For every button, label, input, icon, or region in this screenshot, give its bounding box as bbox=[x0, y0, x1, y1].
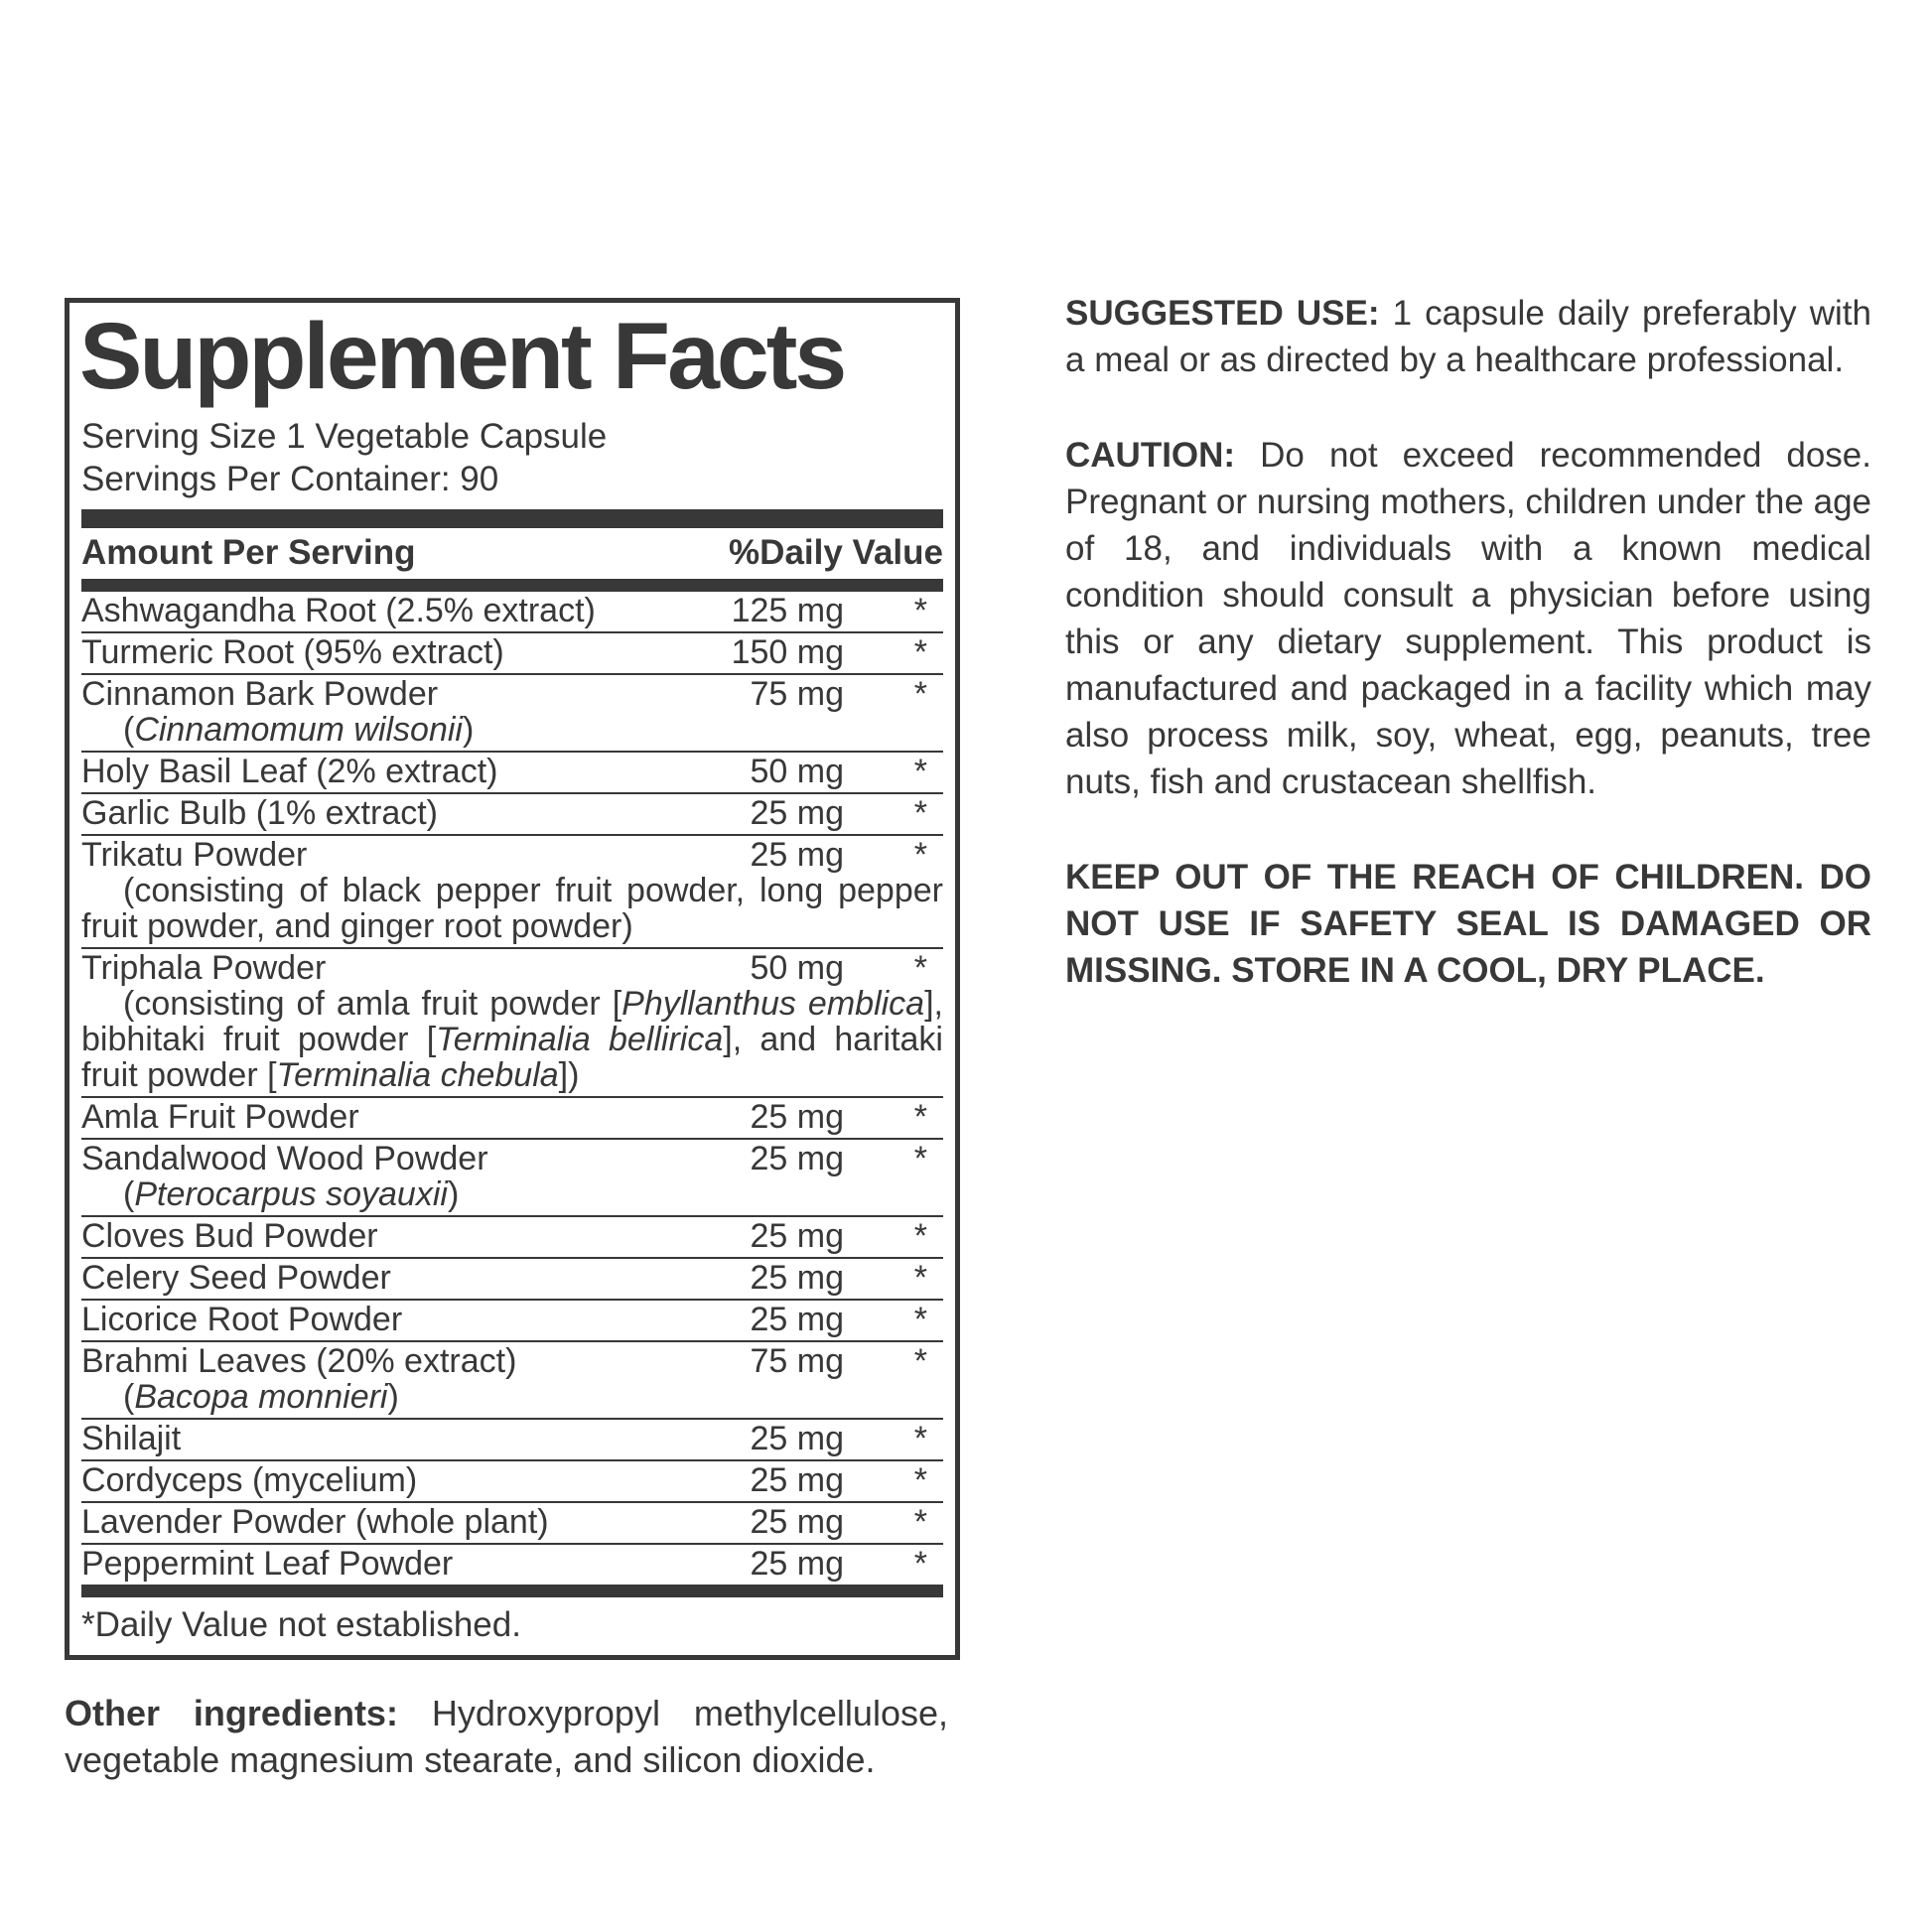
ingredient-name: Celery Seed Powder bbox=[81, 1258, 391, 1297]
caution-text: Do not exceed recommended dose. Pregnant or nursing mothers, children under the age of 18, and individuals with a known medical condition should consult a physician before using this or any dietary supplement. This product is manufactured and packaged in a facility which may also process milk, soy, wheat, egg, peanuts, tree nuts, fish and crustacean shellfish. bbox=[1065, 436, 1871, 801]
ingredient-name: Cinnamon Bark Powder bbox=[81, 674, 439, 713]
table-header-amount: Amount Per Serving bbox=[81, 532, 416, 572]
table-row bbox=[81, 1301, 943, 1342]
table-row bbox=[81, 949, 943, 1098]
ingredient-amount: 75 mg bbox=[750, 674, 844, 713]
caution-paragraph bbox=[1065, 432, 1871, 805]
ingredient-amount: 50 mg bbox=[750, 752, 844, 790]
daily-value-asterisk: * bbox=[913, 1341, 927, 1380]
daily-value-asterisk: * bbox=[913, 591, 927, 629]
table-row bbox=[81, 1461, 943, 1503]
ingredient-name: Lavender Powder (whole plant) bbox=[81, 1502, 549, 1541]
panel-title: Supplement Facts bbox=[79, 304, 845, 409]
ingredient-amount: 25 mg bbox=[750, 1216, 844, 1255]
ingredient-name: Cloves Bud Powder bbox=[81, 1216, 378, 1255]
ingredient-name: Sandalwood Wood Powder bbox=[81, 1139, 488, 1177]
ingredient-amount: 25 mg bbox=[750, 1300, 844, 1338]
ingredient-composition: (consisting of black pepper fruit powder, long pepper fruit powder, and ginger root powder) bbox=[81, 871, 943, 945]
table-row bbox=[81, 836, 943, 949]
ingredient-composition: (consisting of amla fruit powder [Phyllanthus emblica], bibhitaki fruit powder [Terminalia bellirica], and haritaki fruit powder [Terminalia chebula]) bbox=[81, 984, 943, 1094]
table-row-main bbox=[81, 1504, 943, 1540]
ingredient-amount: 25 mg bbox=[750, 1139, 844, 1177]
ingredient-name: Holy Basil Leaf (2% extract) bbox=[81, 752, 498, 790]
daily-value-footnote: *Daily Value not established. bbox=[81, 1604, 521, 1644]
servings-per-container: Servings Per Container: 90 bbox=[81, 459, 499, 498]
ingredient-amount: 25 mg bbox=[750, 793, 844, 832]
ingredient-amount: 25 mg bbox=[750, 1544, 844, 1583]
table-header-daily-value: %Daily Value bbox=[729, 532, 943, 572]
daily-value-asterisk: * bbox=[913, 835, 927, 874]
table-row-main bbox=[81, 1343, 943, 1379]
daily-value-asterisk: * bbox=[913, 1258, 927, 1297]
daily-value-asterisk: * bbox=[913, 1216, 927, 1255]
table-row bbox=[81, 592, 943, 633]
ingredient-name: Cordyceps (mycelium) bbox=[81, 1460, 418, 1499]
daily-value-asterisk: * bbox=[913, 1300, 927, 1338]
table-row-main bbox=[81, 1462, 943, 1498]
ingredient-amount: 25 mg bbox=[750, 1097, 844, 1136]
suggested-use-paragraph bbox=[1065, 290, 1871, 383]
table-row-main bbox=[81, 1260, 943, 1296]
daily-value-asterisk: * bbox=[913, 752, 927, 790]
table-row-main bbox=[81, 1302, 943, 1337]
ingredient-amount: 25 mg bbox=[750, 835, 844, 874]
ingredient-name: Brahmi Leaves (20% extract) bbox=[81, 1341, 517, 1380]
ingredient-name: Amla Fruit Powder bbox=[81, 1097, 359, 1136]
table-row-main bbox=[81, 754, 943, 789]
ingredient-name: Triphala Powder bbox=[81, 948, 327, 987]
table-row bbox=[81, 1259, 943, 1301]
divider-bar-thick bbox=[81, 509, 943, 528]
divider-bar-bottom bbox=[81, 1585, 943, 1597]
table-row bbox=[81, 753, 943, 794]
ingredient-name: Peppermint Leaf Powder bbox=[81, 1544, 454, 1583]
ingredient-name: Ashwagandha Root (2.5% extract) bbox=[81, 591, 596, 629]
table-row bbox=[81, 675, 943, 753]
table-rows bbox=[81, 592, 943, 1585]
ingredient-name: Turmeric Root (95% extract) bbox=[81, 632, 504, 671]
ingredient-amount: 50 mg bbox=[750, 948, 844, 987]
table-row bbox=[81, 1545, 943, 1585]
table-row bbox=[81, 633, 943, 675]
daily-value-asterisk: * bbox=[913, 632, 927, 671]
table-row-main bbox=[81, 1546, 943, 1582]
keep-out-of-reach-text: KEEP OUT OF THE REACH OF CHILDREN. DO NOT USE IF SAFETY SEAL IS DAMAGED OR MISSING. STORE IN A COOL, DRY PLACE. bbox=[1065, 858, 1871, 990]
table-row-main bbox=[81, 1218, 943, 1254]
ingredient-latin-name: (Bacopa monnieri) bbox=[123, 1377, 399, 1416]
ingredient-amount: 125 mg bbox=[731, 591, 844, 629]
table-row bbox=[81, 1140, 943, 1217]
table-row-main bbox=[81, 593, 943, 628]
suggested-use-text: 1 capsule daily preferably with a meal or as directed by a healthcare professional. bbox=[1065, 294, 1871, 379]
ingredient-amount: 25 mg bbox=[750, 1258, 844, 1297]
table-row bbox=[81, 794, 943, 836]
ingredient-amount: 75 mg bbox=[750, 1341, 844, 1380]
ingredient-amount: 150 mg bbox=[731, 632, 844, 671]
table-row bbox=[81, 1503, 943, 1545]
table-header bbox=[81, 528, 943, 579]
ingredient-name: Shilajit bbox=[81, 1419, 182, 1457]
table-row-main bbox=[81, 795, 943, 831]
ingredient-name: Licorice Root Powder bbox=[81, 1300, 403, 1338]
ingredient-name: Trikatu Powder bbox=[81, 835, 308, 874]
daily-value-asterisk: * bbox=[913, 1097, 927, 1136]
ingredient-amount: 25 mg bbox=[750, 1460, 844, 1499]
table-row-main bbox=[81, 1099, 943, 1135]
daily-value-asterisk: * bbox=[913, 1419, 927, 1457]
daily-value-asterisk: * bbox=[913, 793, 927, 832]
daily-value-asterisk: * bbox=[913, 1139, 927, 1177]
table-row-main bbox=[81, 1141, 943, 1176]
table-row bbox=[81, 1098, 943, 1140]
other-ingredients-text: Hydroxypropyl methylcellulose, vegetable magnesium stearate, and silicon dioxide. bbox=[65, 1692, 948, 1780]
table-row bbox=[81, 1217, 943, 1259]
table-row bbox=[81, 1342, 943, 1420]
daily-value-asterisk: * bbox=[913, 1502, 927, 1541]
keep-out-of-reach-paragraph bbox=[1065, 854, 1871, 994]
table-row bbox=[81, 1420, 943, 1461]
suggested-use-label: SUGGESTED USE: bbox=[1065, 294, 1380, 333]
daily-value-asterisk: * bbox=[913, 674, 927, 713]
table-row-main bbox=[81, 1421, 943, 1456]
supplement-facts-panel bbox=[65, 298, 960, 1660]
serving-size: Serving Size 1 Vegetable Capsule bbox=[81, 416, 608, 456]
table-row-main bbox=[81, 950, 943, 986]
ingredient-latin-name: (Pterocarpus soyauxii) bbox=[123, 1174, 460, 1213]
caution-label: CAUTION: bbox=[1065, 436, 1236, 475]
other-ingredients bbox=[65, 1690, 948, 1783]
right-column bbox=[1065, 290, 1871, 1042]
divider-bar-medium bbox=[81, 579, 943, 592]
other-ingredients-label: Other ingredients: bbox=[65, 1692, 398, 1733]
daily-value-asterisk: * bbox=[913, 1544, 927, 1583]
table-row-main bbox=[81, 676, 943, 712]
ingredient-name: Garlic Bulb (1% extract) bbox=[81, 793, 438, 832]
table-row-main bbox=[81, 634, 943, 670]
daily-value-asterisk: * bbox=[913, 1460, 927, 1499]
ingredient-amount: 25 mg bbox=[750, 1502, 844, 1541]
table-row-main bbox=[81, 837, 943, 873]
ingredient-latin-name: (Cinnamomum wilsonii) bbox=[123, 710, 475, 749]
daily-value-asterisk: * bbox=[913, 948, 927, 987]
ingredient-amount: 25 mg bbox=[750, 1419, 844, 1457]
left-column bbox=[65, 298, 960, 1783]
